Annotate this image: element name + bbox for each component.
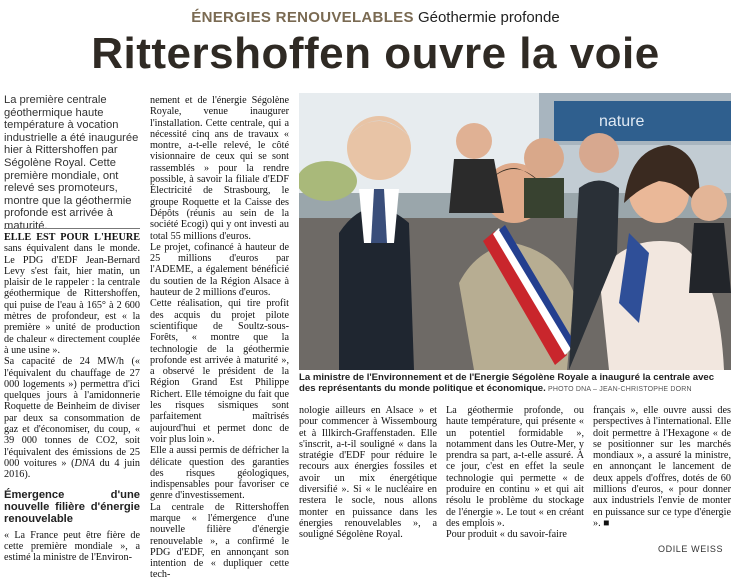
kicker	[0, 9, 751, 26]
caption-text: La ministre de l'Environnement et de l'Energie Ségolène Royale a inauguré la centrale avec des représentants du monde politique et économique.	[299, 372, 715, 394]
col1-lead-in: ELLE EST POUR L'HEURE	[4, 232, 140, 243]
byline: ODILE WEISS	[658, 544, 724, 554]
col1-p2: Sa capacité de 24 MW/h (« l'équivalent du chauffage de 27 000 logements ») permettra d'ici quelques jours à l'amidonnerie Roquette de Beinheim de diviser par deux sa consommation de gaz et d'économiser, du coup, « 39 000 tonnes de CO2, soit l'équivalent des émissions de 25 000 voitures » (DNA du 4 juin 2016).	[4, 356, 140, 481]
photo-illustration	[299, 93, 731, 370]
col2-p2: Le projet, cofinancé à hauteur de 25 millions d'euros par l'ADEME, a également bénéficié du soutien de la Région Alsace à hauteur de 2 millions d'euros.	[150, 241, 289, 299]
column-2	[150, 95, 289, 581]
photo-caption	[299, 372, 731, 395]
col2-p1: nement et de l'énergie Ségolène Royale, venue inaugurer l'installation. Cette centrale, qui a nécessité cinq ans de travaux « montre, a-t-elle relevé, le côté visionnaire de ceux qui se sont rassemblés » pour la rendre possible, à savoir la filiale d'EDF Électricité de Strasbourg, le groupe Roquette et la Caisse des Dépôts (réunis au sein de la société Ecogi) qui y ont investi au total 55 millions d'euros.	[150, 95, 289, 242]
col1-subhead: Émergence d'une nouvelle filière d'énergie renouvelable	[4, 488, 140, 525]
lead-paragraph: La première centrale géothermique haute température à vocation industrielle a été inaugurée hier à Rittershoffen par Ségolène Royal. Cette première mondiale, ont relevé ses promoteurs, montre que la géothermie profonde est arrivée à maturité.	[4, 94, 139, 232]
col1-p1: ELLE EST POUR L'HEURE sans équivalent dans le monde. Le PDG d'EDF Jean-Bernard Levy s'est fait, hier matin, un plaisir de le rappeler : la centrale géothermique de Rittershoffen, qui puise de l'eau à 165° à 2 600 mètres de profondeur, est « la première » unité de production de chaleur « directement couplée à une usine ».	[4, 232, 140, 356]
topic: Géothermie profonde	[417, 9, 560, 26]
col2-p4: Elle a aussi permis de défricher la délicate question des garanties des risques géologiques, indispensables pour favoriser ce genre d'investissement.	[150, 445, 289, 502]
news-photo	[299, 93, 731, 370]
column-4	[446, 405, 584, 541]
rubric: ÉNERGIES RENOUVELABLES	[191, 9, 414, 26]
col4-p2: Pour produit « du savoir-faire	[446, 529, 567, 541]
lead-separator	[4, 228, 140, 229]
col5-text: français », elle ouvre aussi des perspectives à l'international. Elle doit permettre à l'Hexagone « de se positionner sur les marchés mondiaux », a assuré la ministre, en annonçant le lancement de deux appels d'offres, dotés de 60 millions d'euros, « pour donner aux industriels l'envie de monter en puissance sur ce type d'énergie ». ■	[593, 405, 731, 529]
col1-p3: « La France peut être fière de cette première mondiale », a estimé la ministre de l'Environ-	[4, 529, 140, 564]
col2-p5: La centrale de Rittershoffen marque « l'émergence d'une nouvelle filière d'énergie renouvelable », a confirmé le PDG d'EDF, en annonçant son intention de « dupliquer cette tech-	[150, 501, 289, 581]
column-1	[4, 232, 140, 563]
col4-p1: La géothermie profonde, ou haute température, qui présente « un potentiel formidable », notamment dans les Outre-Mer, y prendra sa part, a-t-elle assuré. À ce jour, c'est en effet la seule technologie qui permette « de produire en continu » et qui ait résolu le problème du stockage de l'énergie ». Le tout « en créant des emplois ».	[446, 405, 584, 529]
photo-credit: PHOTO DNA – JEAN-CHRISTOPHE DORN	[545, 386, 692, 393]
col2-p3: Cette réalisation, qui tire profit des acquis du projet pilote scientifique de Soultz-sous-Forêts, « montre que la technologie de la géothermie profonde est arrivée à maturité », a observé le président de la Région Grand Est Philippe Richert. Elle témoigne du fait que les risques sismiques sont parfaitement maîtrisés aujourd'hui et permet donc de voir plus loin ».	[150, 298, 289, 445]
column-5	[593, 405, 731, 529]
building-sign: nature	[599, 113, 645, 130]
col3-text: nologie ailleurs en Alsace » et pour commencer à Wissembourg et à Illkirch-Graffenstaden. Elle s'inscrit, a-t-il souligné « dans la stratégie d'EDF pour réduire le recours aux énergies fossiles et avoir un mix énergétique diversifié ». Si « le nucléaire en restera le socle, nous allons monter en puissance dans les énergies renouvelables », a souligné Ségolène Royal.	[299, 405, 437, 541]
column-3	[299, 405, 437, 541]
headline: Rittershoffen ouvre la voie	[91, 29, 660, 78]
